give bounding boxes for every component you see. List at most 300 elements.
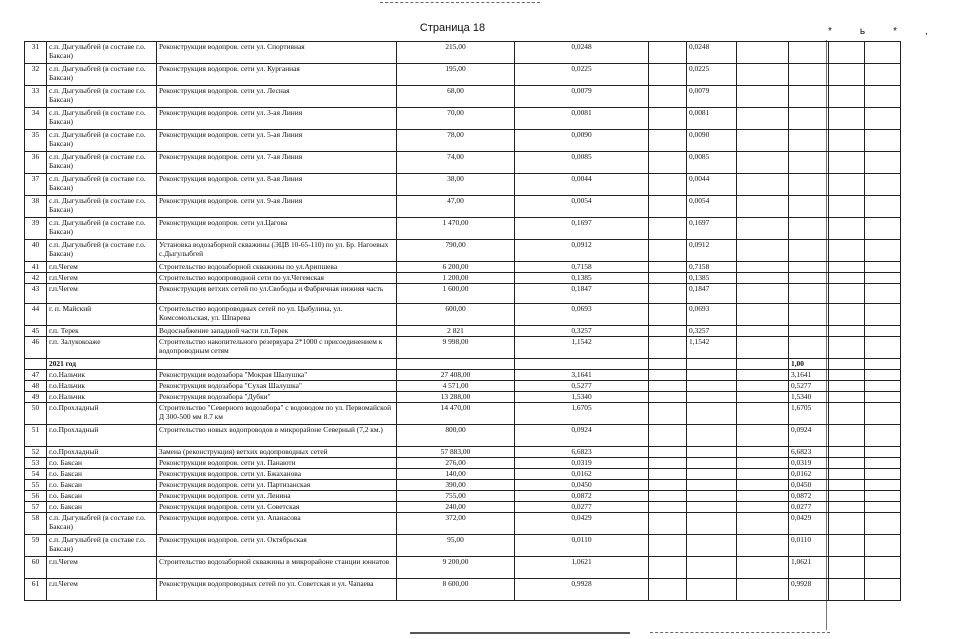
table-row [25,458,901,469]
row-empty-4 [865,579,901,601]
row-empty-4 [865,284,901,304]
row-municipality: с.п. Дыгулыбгей (в составе г.о. Баксан) [47,240,157,262]
row-number: 37 [25,174,47,196]
row-value-2020 [687,425,737,447]
row-empty-4 [865,174,901,196]
row-empty-2 [737,42,789,64]
row-empty-3 [829,262,865,273]
row-number: 39 [25,218,47,240]
table-row [25,579,901,601]
row-amount [397,359,515,370]
row-empty-1 [649,218,687,240]
row-value-2020 [687,480,737,491]
row-municipality: г.о.Прохладный [47,425,157,447]
row-value-2020 [687,458,737,469]
row-number: 61 [25,579,47,601]
row-empty-1 [649,273,687,284]
table-row [25,535,901,557]
row-description: Реконструкция водопров. сети ул.Цагова [157,218,397,240]
row-value-2021 [789,86,829,108]
row-number: 44 [25,304,47,326]
table-row [25,196,901,218]
row-share: 0,1847 [515,284,649,304]
row-empty-3 [829,392,865,403]
row-number: 50 [25,403,47,425]
row-description: Реконструкция водопров. сети ул. 3-ая Линия [157,108,397,130]
row-value-2020 [687,469,737,480]
row-empty-4 [865,273,901,284]
row-number: 48 [25,381,47,392]
row-empty-3 [829,579,865,601]
row-empty-4 [865,218,901,240]
row-amount: 95,00 [397,535,515,557]
row-empty-2 [737,273,789,284]
row-number: 41 [25,262,47,273]
row-value-2020 [687,513,737,535]
row-empty-1 [649,337,687,359]
row-number [25,359,47,370]
row-empty-3 [829,304,865,326]
row-empty-1 [649,304,687,326]
row-number: 56 [25,491,47,502]
row-empty-3 [829,196,865,218]
table-row [25,469,901,480]
row-number: 57 [25,502,47,513]
row-empty-3 [829,535,865,557]
row-value-2021: 0,0429 [789,513,829,535]
row-municipality: г.п.Чегем [47,273,157,284]
row-empty-2 [737,392,789,403]
row-description: Реконструкция водопров. сети ул. Советская [157,502,397,513]
row-empty-1 [649,196,687,218]
row-amount: 70,00 [397,108,515,130]
row-value-2020: 0,1847 [687,284,737,304]
row-description: Реконструкция водопров. сети ул. Курганная [157,64,397,86]
row-empty-3 [829,469,865,480]
row-empty-3 [829,284,865,304]
row-empty-1 [649,502,687,513]
row-empty-1 [649,130,687,152]
row-municipality: с.п. Дыгулыбгей (в составе г.о. Баксан) [47,174,157,196]
row-empty-1 [649,535,687,557]
row-description: Строительство водозаборной скважины в микрорайоне станции юннатов [157,557,397,579]
row-description: Реконструкция водопров. сети ул. Ленина [157,491,397,502]
row-share: 0,0277 [515,502,649,513]
row-empty-1 [649,392,687,403]
row-empty-2 [737,491,789,502]
row-value-2021 [789,130,829,152]
row-value-2020 [687,403,737,425]
row-empty-2 [737,480,789,491]
row-value-2020: 0,0044 [687,174,737,196]
row-value-2020: 0,0079 [687,86,737,108]
row-empty-3 [829,480,865,491]
row-empty-3 [829,513,865,535]
row-value-2021: 1,5340 [789,392,829,403]
row-amount: 1 600,00 [397,284,515,304]
scan-artifact-bottom [410,632,630,634]
row-empty-2 [737,370,789,381]
row-municipality: г.о. Баксан [47,480,157,491]
row-empty-3 [829,326,865,337]
row-share: 0,0081 [515,108,649,130]
row-empty-2 [737,403,789,425]
row-empty-2 [737,262,789,273]
row-number: 52 [25,447,47,458]
row-description: Реконструкция водопров. сети ул. Спортивная [157,42,397,64]
row-value-2021: 0,0450 [789,480,829,491]
row-empty-1 [649,491,687,502]
row-number: 45 [25,326,47,337]
row-municipality: с.п. Дыгулыбгей (в составе г.о. Баксан) [47,218,157,240]
row-municipality: с.п. Дыгулыбгей (в составе г.о. Баксан) [47,108,157,130]
row-value-2021 [789,240,829,262]
row-description: Реконструкция водозабора "Мокрая Шалушка" [157,370,397,381]
row-empty-1 [649,557,687,579]
table-row [25,86,901,108]
row-description: Водоснабжение западной части г.п.Терек [157,326,397,337]
table-row [25,130,901,152]
row-value-2021 [789,108,829,130]
row-empty-2 [737,337,789,359]
row-value-2021: 3,1641 [789,370,829,381]
document-table [24,41,901,601]
row-municipality: г.п. Залукокоаже [47,337,157,359]
row-share: 0,0085 [515,152,649,174]
row-description [157,359,397,370]
row-empty-3 [829,359,865,370]
table-row [25,513,901,535]
row-empty-4 [865,64,901,86]
row-empty-2 [737,174,789,196]
row-municipality: с.п. Дыгулыбгей (в составе г.о. Баксан) [47,152,157,174]
row-empty-4 [865,381,901,392]
row-empty-1 [649,284,687,304]
row-empty-1 [649,579,687,601]
row-amount: 8 600,00 [397,579,515,601]
table-row [25,337,901,359]
row-value-2020: 0,1385 [687,273,737,284]
row-description: Замена (реконструкция) ветхих водопроводных сетей [157,447,397,458]
table-row [25,64,901,86]
row-amount: 1 200,00 [397,273,515,284]
row-share [515,359,649,370]
row-empty-2 [737,86,789,108]
row-municipality: г.п.Чегем [47,284,157,304]
row-description: Реконструкция водопров. сети ул. 7-ая Линия [157,152,397,174]
row-empty-2 [737,447,789,458]
row-amount: 4 571,00 [397,381,515,392]
row-description: Строительство водопроводных сетей по ул. Цыбулина, ул. Комсомольская, ул. Шпарева [157,304,397,326]
row-amount: 600,00 [397,304,515,326]
table-row [25,42,901,64]
row-number: 53 [25,458,47,469]
table-row [25,326,901,337]
row-share: 0,0429 [515,513,649,535]
row-value-2020 [687,392,737,403]
row-empty-2 [737,152,789,174]
row-municipality: г.о. Баксан [47,502,157,513]
row-share: 1,5340 [515,392,649,403]
row-share: 6,6823 [515,447,649,458]
row-number: 34 [25,108,47,130]
row-empty-2 [737,469,789,480]
row-municipality: г.о.Прохладный [47,403,157,425]
row-number: 40 [25,240,47,262]
row-municipality: г.о.Нальчик [47,370,157,381]
row-share: 0,0110 [515,535,649,557]
row-empty-1 [649,513,687,535]
table-row [25,273,901,284]
row-empty-4 [865,304,901,326]
row-description: Реконструкция водопров. сети ул. Октябрьская [157,535,397,557]
row-value-2020 [687,579,737,601]
row-municipality: г.о. Баксан [47,491,157,502]
row-number: 33 [25,86,47,108]
row-value-2020: 0,3257 [687,326,737,337]
row-description: Строительство водозаборной скважины по ул.Арипшева [157,262,397,273]
row-empty-1 [649,381,687,392]
row-empty-1 [649,262,687,273]
row-empty-1 [649,174,687,196]
row-number: 51 [25,425,47,447]
row-share: 0,0079 [515,86,649,108]
table-row [25,304,901,326]
row-share: 0,0872 [515,491,649,502]
row-number: 31 [25,42,47,64]
table-row [25,502,901,513]
table-row [25,381,901,392]
row-empty-3 [829,370,865,381]
row-empty-4 [865,130,901,152]
row-value-2020 [687,370,737,381]
row-empty-2 [737,326,789,337]
row-empty-2 [737,218,789,240]
row-empty-2 [737,359,789,370]
row-amount: 195,00 [397,64,515,86]
table-row [25,403,901,425]
row-municipality: с.п. Дыгулыбгей (в составе г.о. Баксан) [47,42,157,64]
row-value-2020 [687,359,737,370]
row-value-2021 [789,304,829,326]
row-empty-2 [737,579,789,601]
row-empty-4 [865,359,901,370]
row-empty-2 [737,130,789,152]
row-empty-2 [737,64,789,86]
row-empty-1 [649,469,687,480]
row-empty-4 [865,557,901,579]
row-share: 1,1542 [515,337,649,359]
row-municipality: г. п. Майский [47,304,157,326]
row-value-2020: 0,7158 [687,262,737,273]
table-row [25,284,901,304]
row-value-2020 [687,502,737,513]
row-value-2020 [687,535,737,557]
row-empty-1 [649,108,687,130]
row-share: 0,1697 [515,218,649,240]
row-empty-2 [737,196,789,218]
row-description: Строительство накопительного резервуара 2*1000 с присоединением к водопроводным сетям [157,337,397,359]
row-value-2021: 0,0110 [789,535,829,557]
row-value-2021: 1,00 [789,359,829,370]
row-empty-3 [829,403,865,425]
row-empty-2 [737,240,789,262]
row-number: 59 [25,535,47,557]
row-amount: 2 821 [397,326,515,337]
row-empty-4 [865,458,901,469]
row-description: Реконструкция водозабора "Дубки" [157,392,397,403]
row-empty-2 [737,458,789,469]
row-description: Строительство водопроводной сети по ул.Чегемская [157,273,397,284]
row-empty-4 [865,152,901,174]
row-empty-4 [865,42,901,64]
corner-mark-1: *ь [828,26,894,37]
row-empty-1 [649,326,687,337]
row-value-2021 [789,218,829,240]
row-municipality: 2021 год [47,359,157,370]
row-value-2021: 1,0621 [789,557,829,579]
row-municipality: г.о.Нальчик [47,381,157,392]
row-amount: 27 408,00 [397,370,515,381]
row-amount: 6 200,00 [397,262,515,273]
row-municipality: с.п. Дыгулыбгей (в составе г.о. Баксан) [47,513,157,535]
table-row [25,152,901,174]
row-value-2021 [789,152,829,174]
row-description: Реконструкция водопров. сети ул. 8-ая Линия [157,174,397,196]
year-row [25,359,901,370]
row-empty-4 [865,240,901,262]
row-value-2021 [789,64,829,86]
row-value-2021 [789,262,829,273]
row-value-2020: 0,0225 [687,64,737,86]
row-empty-1 [649,370,687,381]
row-value-2021: 0,0924 [789,425,829,447]
scan-artifact-bottom-dashed [650,632,830,634]
table-row [25,447,901,458]
row-number: 58 [25,513,47,535]
row-value-2021: 0,0872 [789,491,829,502]
row-empty-4 [865,370,901,381]
row-amount: 372,00 [397,513,515,535]
row-value-2020: 0,0693 [687,304,737,326]
table-row [25,218,901,240]
row-value-2020: 0,0090 [687,130,737,152]
row-empty-2 [737,502,789,513]
row-amount: 74,00 [397,152,515,174]
row-amount: 14 470,00 [397,403,515,425]
corner-marks [828,26,956,37]
row-empty-2 [737,425,789,447]
row-value-2020: 0,0085 [687,152,737,174]
row-share: 3,1641 [515,370,649,381]
row-empty-4 [865,108,901,130]
row-empty-4 [865,535,901,557]
row-number: 49 [25,392,47,403]
row-empty-4 [865,469,901,480]
row-empty-3 [829,557,865,579]
row-description: Реконструкция ветхих сетей по ул.Свободы и Фабричная нижняя часть [157,284,397,304]
row-share: 0,0319 [515,458,649,469]
row-amount: 57 883,00 [397,447,515,458]
row-municipality: г.о. Баксан [47,469,157,480]
row-number: 42 [25,273,47,284]
row-value-2020 [687,447,737,458]
row-value-2020 [687,557,737,579]
row-share: 0,9928 [515,579,649,601]
row-value-2021 [789,174,829,196]
row-number: 36 [25,152,47,174]
row-empty-1 [649,480,687,491]
row-number: 47 [25,370,47,381]
row-empty-4 [865,86,901,108]
row-empty-4 [865,337,901,359]
row-empty-3 [829,447,865,458]
row-share: 0,0044 [515,174,649,196]
row-share: 0,7158 [515,262,649,273]
row-amount: 78,00 [397,130,515,152]
row-value-2020: 1,1542 [687,337,737,359]
row-municipality: г.п. Терек [47,326,157,337]
row-empty-1 [649,403,687,425]
row-value-2021 [789,326,829,337]
row-empty-3 [829,64,865,86]
row-description: Реконструкция водопров. сети ул. Партизанская [157,480,397,491]
row-empty-3 [829,381,865,392]
row-description: Строительство "Северного водозабора" с водоводом по ул. Первомайской Д 300-500 мм 8.7 км [157,403,397,425]
row-empty-4 [865,326,901,337]
row-value-2021: 0,0162 [789,469,829,480]
row-description: Реконструкция водопроводных сетей по ул. Советская и ул. Чапаева [157,579,397,601]
row-empty-3 [829,152,865,174]
row-empty-2 [737,535,789,557]
page-label: Страница 18 [419,22,486,34]
row-share: 0,0054 [515,196,649,218]
row-value-2020: 0,0054 [687,196,737,218]
row-value-2021: 6,6823 [789,447,829,458]
row-value-2021: 0,0319 [789,458,829,469]
row-description: Реконструкция водопров. сети ул. Лесная [157,86,397,108]
row-number: 38 [25,196,47,218]
row-empty-2 [737,108,789,130]
row-number: 46 [25,337,47,359]
row-municipality: с.п. Дыгулыбгей (в составе г.о. Баксан) [47,86,157,108]
row-amount: 790,00 [397,240,515,262]
row-empty-1 [649,425,687,447]
row-amount: 390,00 [397,480,515,491]
row-value-2021 [789,196,829,218]
row-description: Реконструкция водопров. сети ул. Апанасова [157,513,397,535]
row-share: 0,0248 [515,42,649,64]
row-value-2021 [789,273,829,284]
row-empty-2 [737,381,789,392]
row-empty-4 [865,480,901,491]
table-row [25,480,901,491]
row-value-2021: 0,0277 [789,502,829,513]
row-municipality: с.п. Дыгулыбгей (в составе г.о. Баксан) [47,196,157,218]
row-empty-4 [865,513,901,535]
row-share: 0,0693 [515,304,649,326]
row-empty-3 [829,425,865,447]
row-empty-1 [649,152,687,174]
row-municipality: с.п. Дыгулыбгей (в составе г.о. Баксан) [47,535,157,557]
row-empty-4 [865,447,901,458]
row-share: 1,0621 [515,557,649,579]
row-amount: 9 998,00 [397,337,515,359]
row-empty-1 [649,64,687,86]
row-empty-3 [829,174,865,196]
row-municipality: г.п.Чегем [47,557,157,579]
row-amount: 13 288,00 [397,392,515,403]
